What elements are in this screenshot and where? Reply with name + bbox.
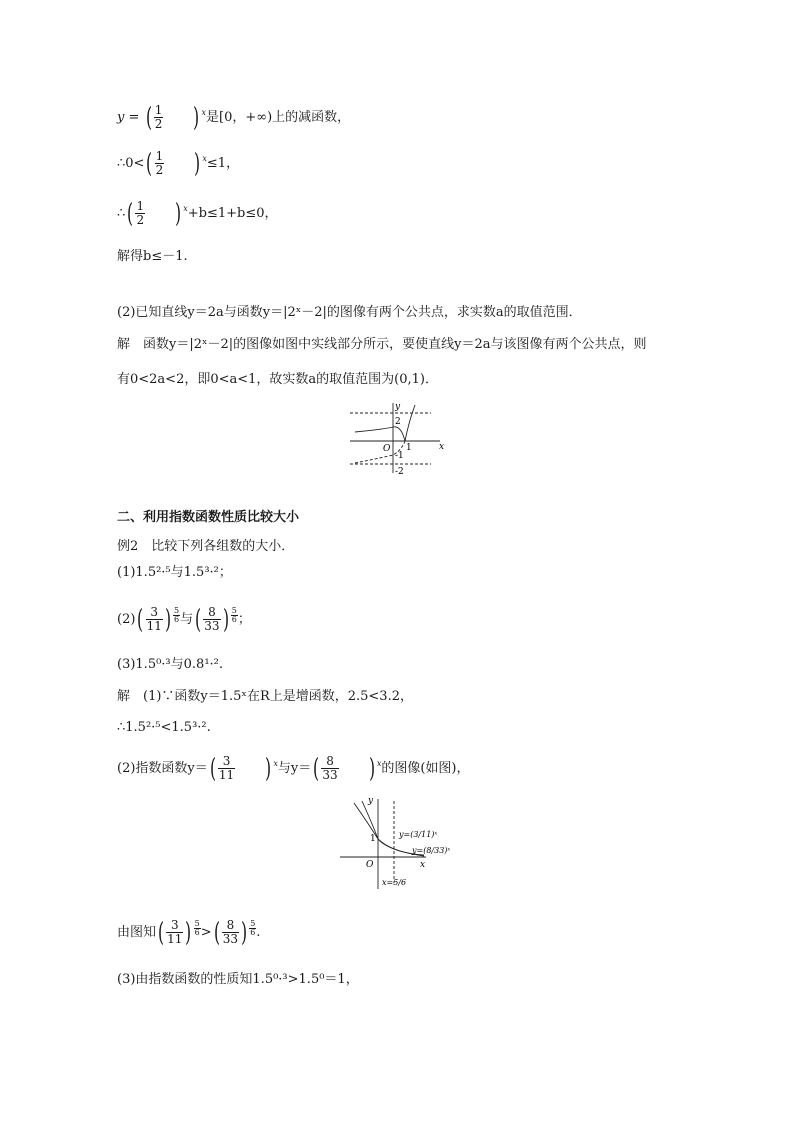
figure-exp-compare-graph: [338, 793, 463, 893]
example-2-part-2: (2)( $\frac{3}{11}$ ) $^{\frac{5}{6}}$ 与( $\frac{8}{33}$ ) $^{\frac{5}{6}}$ ；: [117, 604, 251, 635]
origin-label: O: [366, 860, 374, 870]
curve-label-3-11: y=(3/11)ˣ: [399, 830, 438, 839]
origin-label: O: [383, 444, 391, 454]
vline-label: x=5/6: [382, 878, 407, 887]
tick-2: 2: [395, 417, 401, 427]
curve-right-solid: [405, 405, 415, 441]
x-label: x: [420, 860, 426, 870]
y-label: y: [368, 796, 374, 806]
example-2-part-3: (3)1.5⁰·³与0.8¹·².: [117, 657, 224, 672]
problem-2-solution-1: 解 函数y＝|2ˣ－2|的图像如图中实线部分所示，要使直线y＝2a与该图像有两个公共点，则: [117, 337, 647, 352]
figure-abs-exp-graph: [345, 401, 450, 476]
solution-2: (2)指数函数y＝( $\frac{3}{11}$ ) $^x$与y＝( $\frac{8}{33}$ ) $^x$的图像(如图)，: [117, 753, 470, 784]
solution-1b: ∴1.5²·⁵<1.5³·².: [117, 720, 211, 735]
line-2: ∴0<( $\frac{1}{2}$ ) $^x$≤1，: [117, 148, 240, 179]
solution-3: (3)由指数函数的性质知1.5⁰·³>1.5⁰＝1，: [117, 972, 359, 987]
curve-left-solid: [355, 427, 405, 441]
solution-1: 解 (1)∵函数y＝1.5ˣ在R上是增函数，2.5<3.2，: [117, 689, 413, 704]
problem-2-question: (2)已知直线y＝2a与函数y＝|2ˣ－2|的图像有两个公共点，求实数a的取值范围．: [117, 305, 582, 320]
tick-1: 1: [370, 834, 376, 844]
tick-minus-2: -2: [395, 467, 404, 476]
line-4: 解得b≤－1.: [117, 249, 188, 264]
tick-1: 1: [406, 443, 412, 453]
tick-minus-1: -1: [395, 451, 404, 461]
line-3: ∴( $\frac{1}{2}$ ) $^x$+b≤1+b≤0，: [117, 198, 278, 229]
problem-2-solution-2: 有0<2a<2，即0<a<1，故实数a的取值范围为(0,1)．: [117, 372, 438, 387]
example-2-part-1: (1)1.5²·⁵与1.5³·²；: [117, 565, 232, 580]
section-2-title: 二、利用指数函数性质比较大小: [117, 510, 300, 525]
fraction-half: $\frac{1}{2}$: [155, 149, 164, 177]
curve-label-8-33: y=(8/33)ˣ: [412, 846, 451, 855]
line-1: y = ( $\frac{1}{2}$ ) $^x$是[0，+∞)上的减函数，: [117, 102, 351, 133]
y-label: y: [395, 402, 401, 412]
example-2: 例2 比较下列各组数的大小．: [117, 539, 295, 554]
fraction-half: $\frac{1}{2}$: [154, 103, 163, 131]
x-label: x: [439, 442, 445, 452]
solution-2-conclusion: 由图知( $\frac{3}{11}$ ) $^{\frac{5}{6}}$ >( $\frac{8}{33}$ ) $^{\frac{5}{6}}$ .: [117, 917, 261, 948]
fraction-half: $\frac{1}{2}$: [136, 199, 145, 227]
